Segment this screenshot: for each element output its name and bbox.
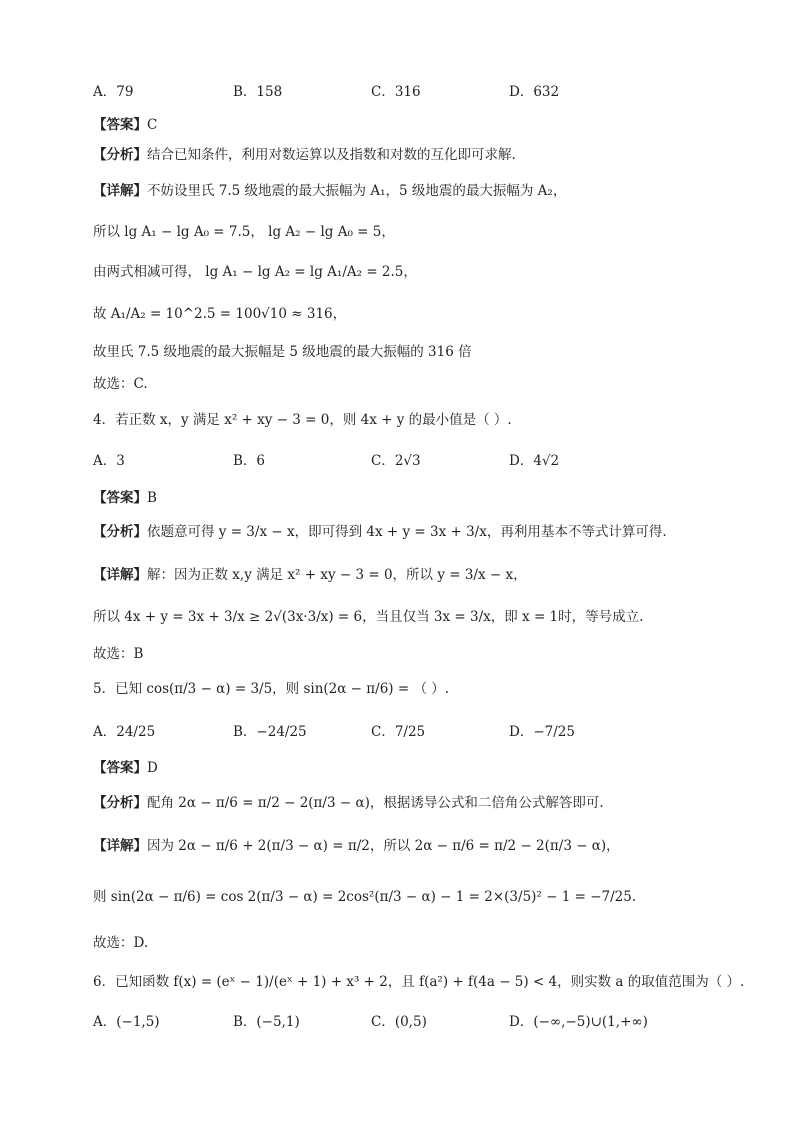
option-b: B．158	[233, 84, 283, 100]
analysis-label: 【分析】	[93, 147, 147, 163]
option-a: A．24/25	[93, 724, 156, 740]
option-d: D．632	[509, 84, 560, 100]
answer-line	[93, 115, 157, 135]
analysis-text: 依题意可得 y = 3/x − x，即可得到 4x + y = 3x + 3/x，再利用基本不等式计算可得.	[147, 524, 667, 540]
detail-text: 所以 lg A₁ − lg A₀ = 7.5， lg A₂ − lg A₀ = 5，	[93, 224, 395, 240]
question-stem: 6．已知函数 f(x) = (eˣ − 1)/(eˣ + 1) + x³ + 2，且 f(a²) + f(4a − 5) < 4，则实数 a 的取值范围为（ ）.	[93, 974, 745, 990]
detail-line	[93, 565, 527, 585]
option-d: D．4√2	[509, 453, 560, 469]
analysis-line	[93, 793, 604, 813]
option-b: B．(−5,1)	[233, 1014, 300, 1030]
answer-line	[93, 488, 157, 508]
answer-label: 【答案】	[93, 760, 147, 776]
analysis-line	[93, 522, 667, 542]
detail-text: 不妨设里氏 7.5 级地震的最大振幅为 A₁，5 级地震的最大振幅为 A₂，	[147, 183, 567, 199]
detail-text: 故里氏 7.5 级地震的最大振幅是 5 级地震的最大振幅的 316 倍	[93, 344, 472, 360]
detail-text: 因为 2α − π/6 + 2(π/3 − α) = π/2，所以 2α − π/6 = π/2 − 2(π/3 − α)，	[147, 838, 620, 854]
option-a: A．(−1,5)	[93, 1014, 160, 1030]
detail-text: 则 sin(2α − π/6) = cos 2(π/3 − α) = 2cos²(π/3 − α) − 1 = 2×(3/5)² − 1 = −7/25.	[93, 889, 637, 905]
option-c: C．2√3	[371, 453, 421, 469]
choose-text: 故选：D.	[93, 935, 149, 951]
analysis-line	[93, 145, 516, 165]
detail-text: 故 A₁/A₂ = 10^2.5 = 100√10 ≈ 316，	[93, 306, 347, 322]
detail-line	[93, 836, 620, 856]
option-c: C．(0,5)	[371, 1014, 427, 1030]
detail-label: 【详解】	[93, 567, 147, 583]
answer-label: 【答案】	[93, 117, 147, 133]
detail-text: 由两式相减可得， lg A₁ − lg A₂ = lg A₁/A₂ = 2.5，	[93, 264, 417, 280]
option-c: C．7/25	[371, 724, 426, 740]
detail-label: 【详解】	[93, 838, 147, 854]
option-c: C．316	[371, 84, 421, 100]
option-a: A．79	[93, 84, 134, 100]
detail-label: 【详解】	[93, 183, 147, 199]
analysis-label: 【分析】	[93, 524, 147, 540]
detail-text: 所以 4x + y = 3x + 3/x ≥ 2√(3x·3/x) = 6，当且仅当 3x = 3/x，即 x = 1时，等号成立.	[93, 609, 644, 625]
answer-value: B	[147, 490, 157, 506]
option-d: D．(−∞,−5)∪(1,+∞)	[509, 1014, 648, 1030]
analysis-text: 结合已知条件，利用对数运算以及指数和对数的互化即可求解.	[147, 147, 516, 163]
answer-value: C	[147, 117, 158, 133]
question-stem: 5．已知 cos(π/3 − α) = 3/5，则 sin(2α − π/6) = （ ）.	[93, 681, 450, 697]
question-stem: 4．若正数 x，y 满足 x² + xy − 3 = 0，则 4x + y 的最小值是（ ）.	[93, 412, 512, 428]
option-b: B．6	[233, 453, 266, 469]
choose-text: 故选：C.	[93, 376, 148, 392]
option-d: D．−7/25	[509, 724, 575, 740]
option-b: B．−24/25	[233, 724, 307, 740]
answer-value: D	[147, 760, 158, 776]
detail-text: 解：因为正数 x,y 满足 x² + xy − 3 = 0，所以 y = 3/x − x，	[147, 567, 527, 583]
choose-text: 故选：B	[93, 646, 144, 662]
analysis-label: 【分析】	[93, 795, 147, 811]
option-a: A．3	[93, 453, 125, 469]
answer-label: 【答案】	[93, 490, 147, 506]
analysis-text: 配角 2α − π/6 = π/2 − 2(π/3 − α)，根据诱导公式和二倍角公式解答即可.	[147, 795, 604, 811]
detail-line	[93, 181, 566, 201]
answer-line	[93, 758, 158, 778]
